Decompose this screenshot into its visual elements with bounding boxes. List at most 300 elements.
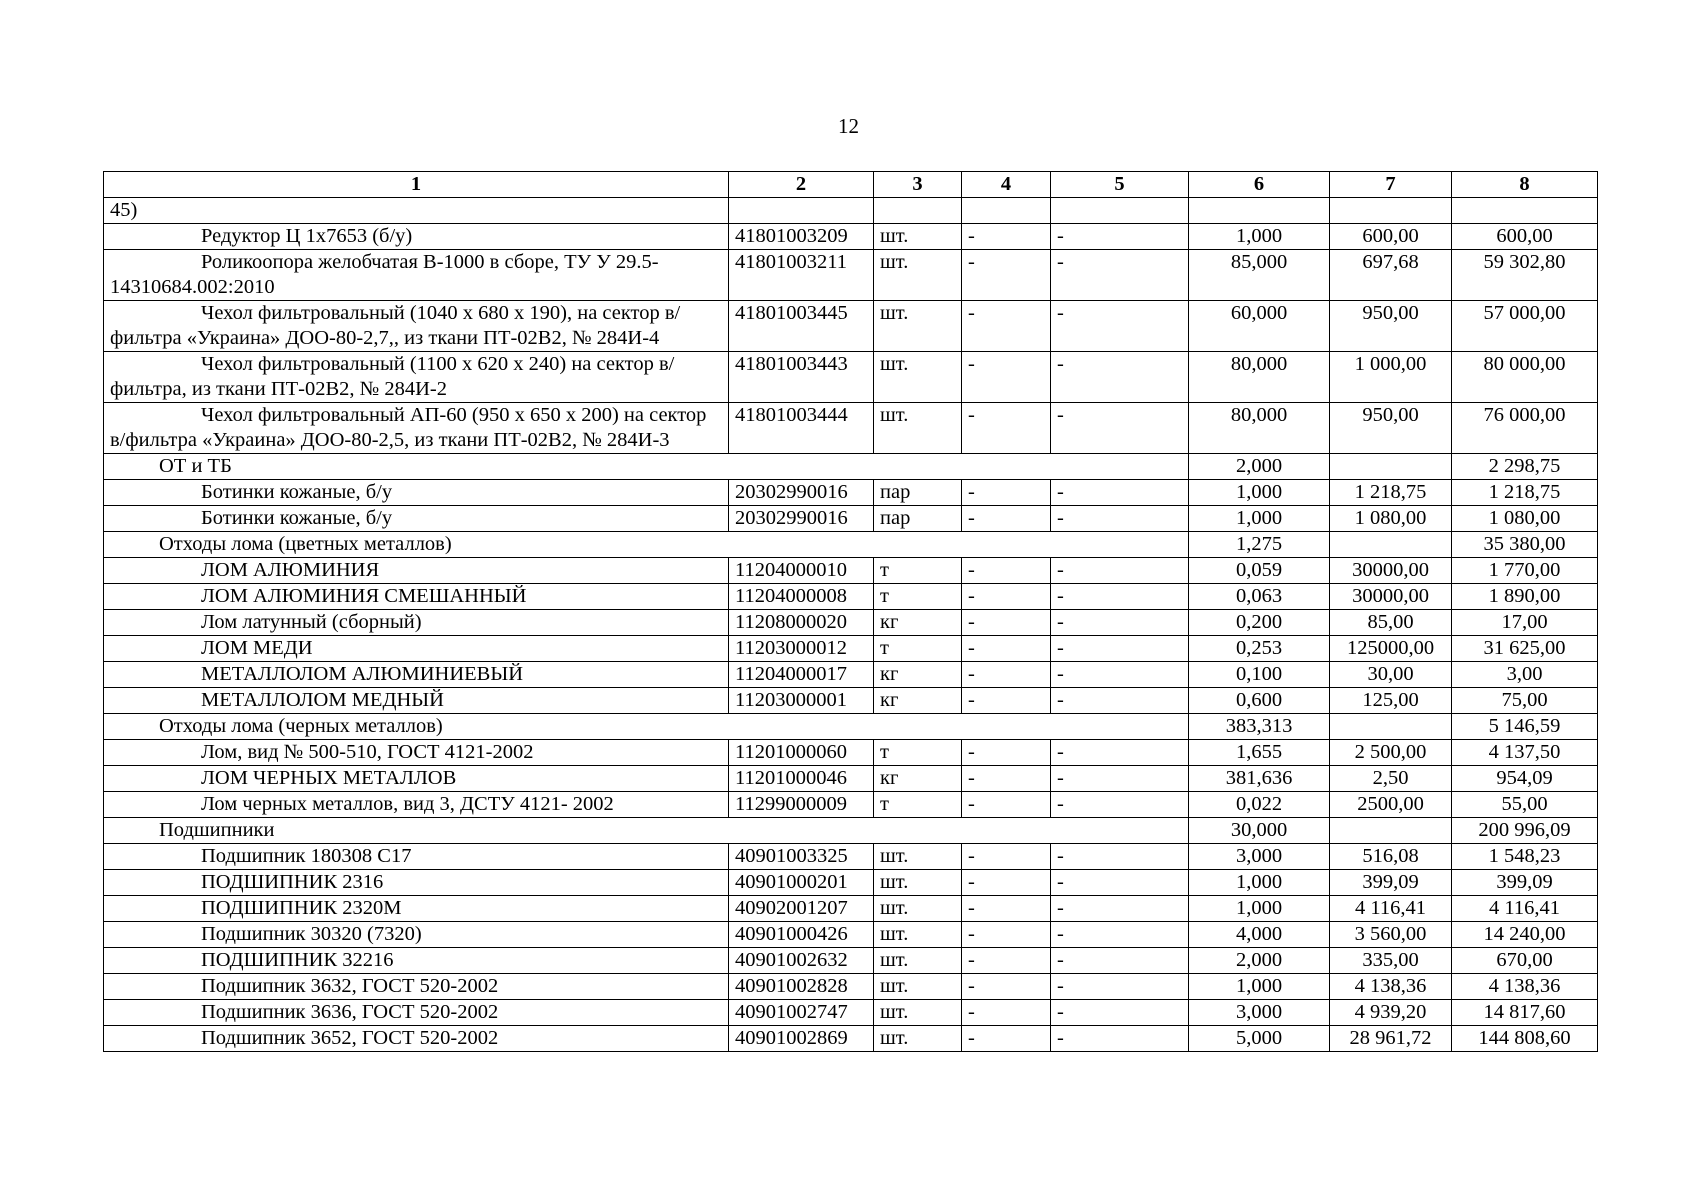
item-sum-text: 1 548,23 (1488, 845, 1561, 867)
item-col5-text: - (1057, 404, 1064, 426)
item-code (729, 740, 874, 766)
item-unit-text: шт. (880, 897, 909, 919)
item-sum-text: 55,00 (1501, 793, 1548, 815)
item-sum-text: 75,00 (1501, 689, 1548, 711)
item-code-text: 41801003443 (735, 353, 848, 375)
item-price-text: 125000,00 (1346, 637, 1435, 659)
item-sum-text: 31 625,00 (1483, 637, 1566, 659)
item-qty (1189, 948, 1330, 974)
item-code-text: 41801003445 (735, 302, 848, 324)
table-row (104, 1026, 1598, 1052)
item-code (729, 558, 874, 584)
item-sum-text: 399,09 (1496, 871, 1553, 893)
header-col-8: 8 (1452, 172, 1598, 198)
item-price (1330, 662, 1452, 688)
empty-cell (874, 198, 962, 224)
item-sum-text: 4 116,41 (1489, 897, 1560, 919)
item-price (1330, 301, 1452, 352)
item-code-text: 40901002828 (735, 975, 848, 997)
inventory-table (103, 171, 1598, 1052)
item-sum (1452, 352, 1598, 403)
item-code-text: 20302990016 (735, 507, 848, 529)
item-name (104, 301, 729, 352)
item-code (729, 301, 874, 352)
item-col5 (1051, 1000, 1189, 1026)
item-col5 (1051, 896, 1189, 922)
item-col4-text: - (968, 923, 975, 945)
item-col5 (1051, 506, 1189, 532)
table-row (104, 250, 1598, 301)
table-row (104, 974, 1598, 1000)
item-sum (1452, 688, 1598, 714)
item-col4 (962, 740, 1051, 766)
item-qty (1189, 974, 1330, 1000)
item-sum-text: 57 000,00 (1483, 302, 1566, 324)
group-row (104, 714, 1598, 740)
item-col5 (1051, 688, 1189, 714)
item-price (1330, 896, 1452, 922)
group-name (104, 714, 1189, 740)
item-name-text: Лом черных металлов, вид 3, ДСТУ 4121- 2002 (201, 793, 614, 815)
group-name-text: Отходы лома (цветных металлов) (159, 533, 452, 555)
table-row (104, 198, 1598, 224)
item-col5-text: - (1057, 559, 1064, 581)
group-qty-text: 2,000 (1235, 455, 1283, 477)
item-price (1330, 403, 1452, 454)
item-qty-text: 2,000 (1235, 949, 1283, 971)
item-name (104, 352, 729, 403)
group-sum-text: 200 996,09 (1478, 819, 1571, 841)
item-col4 (962, 896, 1051, 922)
item-price (1330, 766, 1452, 792)
item-col4-text: - (968, 404, 975, 426)
item-col5 (1051, 610, 1189, 636)
item-sum-text: 1 890,00 (1488, 585, 1561, 607)
item-price (1330, 688, 1452, 714)
item-col5-text: - (1057, 897, 1064, 919)
item-qty-text: 381,636 (1225, 767, 1293, 789)
item-code-text: 11208000020 (735, 611, 847, 633)
empty-cell (962, 198, 1051, 224)
item-qty-text: 1,655 (1235, 741, 1283, 763)
item-qty-text: 4,000 (1235, 923, 1283, 945)
item-col5 (1051, 948, 1189, 974)
item-code (729, 792, 874, 818)
item-qty (1189, 610, 1330, 636)
item-unit-text: шт. (880, 1001, 909, 1023)
empty-cell (1189, 198, 1330, 224)
item-col4 (962, 558, 1051, 584)
item-price-text: 125,00 (1362, 689, 1419, 711)
item-price-text: 697,68 (1362, 251, 1419, 273)
table-row (104, 948, 1598, 974)
item-price-text: 4 138,36 (1354, 975, 1427, 997)
item-sum-text: 954,09 (1496, 767, 1553, 789)
item-col4 (962, 922, 1051, 948)
item-unit (874, 250, 962, 301)
item-price-text: 1 080,00 (1354, 507, 1427, 529)
item-code-text: 40901003325 (735, 845, 848, 867)
item-sum-text: 600,00 (1496, 225, 1553, 247)
header-row (104, 172, 1598, 198)
item-sum (1452, 948, 1598, 974)
item-price-text: 4 939,20 (1354, 1001, 1427, 1023)
item-col5-text: - (1057, 923, 1064, 945)
group-qty (1189, 532, 1330, 558)
group-qty (1189, 714, 1330, 740)
item-col4-text: - (968, 845, 975, 867)
item-name-text: Лом, вид № 500-510, ГОСТ 4121-2002 (201, 741, 534, 763)
item-unit-text: шт. (880, 404, 909, 426)
item-code-text: 11201000046 (735, 767, 847, 789)
item-name (104, 740, 729, 766)
item-qty-text: 60,000 (1230, 302, 1288, 324)
item-unit (874, 792, 962, 818)
item-code (729, 948, 874, 974)
item-price-text: 2500,00 (1357, 793, 1424, 815)
item-price (1330, 1026, 1452, 1052)
item-price-text: 30000,00 (1352, 585, 1429, 607)
group-name (104, 454, 1189, 480)
table-row (104, 844, 1598, 870)
item-qty (1189, 480, 1330, 506)
item-name (104, 584, 729, 610)
item-code (729, 688, 874, 714)
item-col4 (962, 844, 1051, 870)
item-col5-text: - (1057, 975, 1064, 997)
item-unit (874, 558, 962, 584)
item-col5 (1051, 740, 1189, 766)
item-price-text: 30000,00 (1352, 559, 1429, 581)
item-qty (1189, 922, 1330, 948)
item-name-text: ПОДШИПНИК 2316 (201, 871, 384, 893)
item-sum (1452, 662, 1598, 688)
item-col5-text: - (1057, 741, 1064, 763)
item-price-text: 1 000,00 (1354, 353, 1427, 375)
item-col4 (962, 1026, 1051, 1052)
item-unit-text: т (880, 793, 889, 815)
item-qty (1189, 792, 1330, 818)
item-code-text: 40901000201 (735, 871, 848, 893)
table-row (104, 610, 1598, 636)
table-body (104, 198, 1598, 1052)
item-qty (1189, 662, 1330, 688)
item-col4 (962, 1000, 1051, 1026)
item-col4-text: - (968, 1001, 975, 1023)
header-col-4: 4 (962, 172, 1051, 198)
item-qty (1189, 584, 1330, 610)
item-col5 (1051, 250, 1189, 301)
table-row (104, 766, 1598, 792)
item-col5 (1051, 766, 1189, 792)
item-unit-text: пар (880, 507, 911, 529)
item-unit-text: шт. (880, 845, 909, 867)
item-unit (874, 1000, 962, 1026)
item-col4 (962, 766, 1051, 792)
item-qty-text: 1,000 (1235, 507, 1283, 529)
empty-cell (1330, 198, 1452, 224)
item-price (1330, 740, 1452, 766)
item-sum (1452, 403, 1598, 454)
item-code (729, 636, 874, 662)
item-code (729, 896, 874, 922)
item-price-text: 516,08 (1362, 845, 1419, 867)
item-code (729, 974, 874, 1000)
table-row (104, 352, 1598, 403)
item-qty (1189, 301, 1330, 352)
item-code (729, 250, 874, 301)
group-name-text: ОТ и ТБ (159, 455, 232, 477)
item-name-text: ЛОМ АЛЮМИНИЯ СМЕШАННЫЙ (201, 585, 527, 607)
item-name (104, 948, 729, 974)
item-unit-text: шт. (880, 949, 909, 971)
item-code-text: 40901002869 (735, 1027, 848, 1049)
item-col4-text: - (968, 793, 975, 815)
item-col5 (1051, 792, 1189, 818)
item-unit-text: кг (880, 767, 899, 789)
item-sum (1452, 301, 1598, 352)
item-qty (1189, 250, 1330, 301)
group-name (104, 818, 1189, 844)
table-row (104, 740, 1598, 766)
table-row (104, 870, 1598, 896)
group-name-text: Отходы лома (черных металлов) (159, 715, 443, 737)
item-qty (1189, 403, 1330, 454)
item-sum (1452, 480, 1598, 506)
item-col5 (1051, 662, 1189, 688)
item-code-text: 11204000008 (735, 585, 847, 607)
item-name-text: Ботинки кожаные, б/у (201, 507, 393, 529)
group-row (104, 532, 1598, 558)
item-name-text: ЛОМ ЧЕРНЫХ МЕТАЛЛОВ (201, 767, 457, 789)
table-row (104, 480, 1598, 506)
item-price (1330, 1000, 1452, 1026)
item-name (104, 974, 729, 1000)
item-code-text: 40901000426 (735, 923, 848, 945)
item-name-text: Подшипник 180308 С17 (201, 845, 412, 867)
item-name (104, 610, 729, 636)
item-col4 (962, 688, 1051, 714)
item-unit-text: шт. (880, 302, 909, 324)
item-qty (1189, 844, 1330, 870)
item-unit-text: кг (880, 663, 899, 685)
item-qty (1189, 558, 1330, 584)
item-qty-text: 0,059 (1235, 559, 1283, 581)
table-row (104, 224, 1598, 250)
item-name-text: 45) (110, 199, 138, 221)
item-col4-text: - (968, 637, 975, 659)
item-unit-text: кг (880, 689, 899, 711)
group-row (104, 818, 1598, 844)
item-name-text: Лом латунный (сборный) (201, 611, 422, 633)
item-unit-text: т (880, 585, 889, 607)
item-qty (1189, 870, 1330, 896)
item-col4 (962, 948, 1051, 974)
item-col5 (1051, 224, 1189, 250)
item-name-text: МЕТАЛЛОЛОМ МЕДНЫЙ (201, 689, 444, 711)
item-name (104, 870, 729, 896)
item-price (1330, 974, 1452, 1000)
item-unit (874, 766, 962, 792)
item-col4-text: - (968, 949, 975, 971)
item-qty-text: 0,253 (1235, 637, 1283, 659)
item-col5-text: - (1057, 481, 1064, 503)
group-sum (1452, 818, 1598, 844)
item-sum (1452, 922, 1598, 948)
item-unit-text: шт. (880, 225, 909, 247)
item-sum-text: 4 137,50 (1488, 741, 1561, 763)
item-price (1330, 948, 1452, 974)
item-sum (1452, 224, 1598, 250)
table-row (104, 792, 1598, 818)
item-price (1330, 844, 1452, 870)
item-code-text: 11204000010 (735, 559, 847, 581)
item-unit (874, 480, 962, 506)
item-qty (1189, 636, 1330, 662)
item-code (729, 610, 874, 636)
item-col4-text: - (968, 871, 975, 893)
group-sum-text: 5 146,59 (1488, 715, 1561, 737)
item-unit (874, 1026, 962, 1052)
item-col5-text: - (1057, 845, 1064, 867)
item-price-text: 1 218,75 (1354, 481, 1427, 503)
item-col5-text: - (1057, 251, 1064, 273)
item-qty-text: 80,000 (1230, 353, 1288, 375)
item-col4 (962, 792, 1051, 818)
group-qty (1189, 818, 1330, 844)
group-name (104, 532, 1189, 558)
item-sum (1452, 506, 1598, 532)
item-col4-text: - (968, 302, 975, 324)
item-col4-text: - (968, 689, 975, 711)
item-col4-text: - (968, 897, 975, 919)
item-col4-text: - (968, 585, 975, 607)
item-sum-text: 3,00 (1506, 663, 1543, 685)
item-qty-text: 0,063 (1235, 585, 1283, 607)
item-unit (874, 870, 962, 896)
item-col4-text: - (968, 663, 975, 685)
item-code (729, 870, 874, 896)
item-name (104, 480, 729, 506)
item-sum-text: 4 138,36 (1488, 975, 1561, 997)
item-col4-text: - (968, 767, 975, 789)
item-unit-text: т (880, 559, 889, 581)
item-qty-text: 5,000 (1235, 1027, 1283, 1049)
item-name (104, 662, 729, 688)
item-sum (1452, 636, 1598, 662)
item-unit-text: шт. (880, 975, 909, 997)
item-name (104, 198, 729, 224)
item-unit (874, 352, 962, 403)
item-col5 (1051, 558, 1189, 584)
item-name (104, 506, 729, 532)
item-col4 (962, 506, 1051, 532)
item-col5 (1051, 870, 1189, 896)
item-code (729, 1000, 874, 1026)
item-sum-text: 59 302,80 (1483, 251, 1566, 273)
item-qty-text: 1,000 (1235, 897, 1283, 919)
item-price-text: 85,00 (1367, 611, 1414, 633)
item-col4-text: - (968, 559, 975, 581)
item-code-text: 40902001207 (735, 897, 848, 919)
item-sum-text: 80 000,00 (1483, 353, 1566, 375)
item-qty-text: 0,600 (1235, 689, 1283, 711)
item-col4-text: - (968, 1027, 975, 1049)
empty-cell (1452, 198, 1598, 224)
item-sum-text: 14 240,00 (1483, 923, 1566, 945)
header-col-1: 1 (104, 172, 729, 198)
item-qty-text: 0,022 (1235, 793, 1283, 815)
item-qty-text: 0,100 (1235, 663, 1283, 685)
header-col-3: 3 (874, 172, 962, 198)
item-name (104, 1026, 729, 1052)
item-unit-text: шт. (880, 353, 909, 375)
item-unit (874, 844, 962, 870)
item-code (729, 480, 874, 506)
item-sum-text: 1 080,00 (1488, 507, 1561, 529)
empty-cell (1051, 198, 1189, 224)
group-sum (1452, 532, 1598, 558)
item-code-text: 41801003209 (735, 225, 848, 247)
item-price (1330, 480, 1452, 506)
item-name-text: МЕТАЛЛОЛОМ АЛЮМИНИЕВЫЙ (201, 663, 524, 685)
item-name-text: Подшипник 30320 (7320) (201, 923, 422, 945)
item-code-text: 41801003444 (735, 404, 848, 426)
item-unit (874, 740, 962, 766)
item-sum (1452, 792, 1598, 818)
table-row (104, 688, 1598, 714)
item-sum-text: 144 808,60 (1478, 1027, 1571, 1049)
item-sum (1452, 1026, 1598, 1052)
item-sum (1452, 844, 1598, 870)
item-col4-text: - (968, 611, 975, 633)
table-row (104, 403, 1598, 454)
item-col4-text: - (968, 507, 975, 529)
item-price (1330, 506, 1452, 532)
table-row (104, 636, 1598, 662)
item-name (104, 224, 729, 250)
table-row (104, 506, 1598, 532)
group-qty (1189, 454, 1330, 480)
item-price (1330, 558, 1452, 584)
item-price (1330, 250, 1452, 301)
group-sum-text: 2 298,75 (1488, 455, 1561, 477)
item-sum-text: 670,00 (1496, 949, 1553, 971)
item-qty-text: 3,000 (1235, 1001, 1283, 1023)
item-name (104, 844, 729, 870)
item-price (1330, 636, 1452, 662)
item-code-text: 11299000009 (735, 793, 847, 815)
item-col4-text: - (968, 741, 975, 763)
item-name-text: Чехол фильтровальный (1040 х 680 х 190), на сектор в/фильтра «Украина» ДОО-80-2,7,, из ткани ПТ-02В2, № 284И-4 (110, 302, 681, 349)
item-qty-text: 0,200 (1235, 611, 1283, 633)
item-price-text: 30,00 (1367, 663, 1414, 685)
item-qty (1189, 224, 1330, 250)
item-col5 (1051, 301, 1189, 352)
item-qty-text: 85,000 (1230, 251, 1288, 273)
item-price (1330, 584, 1452, 610)
item-col5-text: - (1057, 302, 1064, 324)
item-col5-text: - (1057, 767, 1064, 789)
item-col4 (962, 480, 1051, 506)
item-sum (1452, 250, 1598, 301)
item-col5 (1051, 352, 1189, 403)
item-code-text: 11203000012 (735, 637, 847, 659)
group-sum (1452, 454, 1598, 480)
item-price-text: 4 116,41 (1355, 897, 1426, 919)
empty-cell (1330, 818, 1452, 844)
item-col4-text: - (968, 353, 975, 375)
